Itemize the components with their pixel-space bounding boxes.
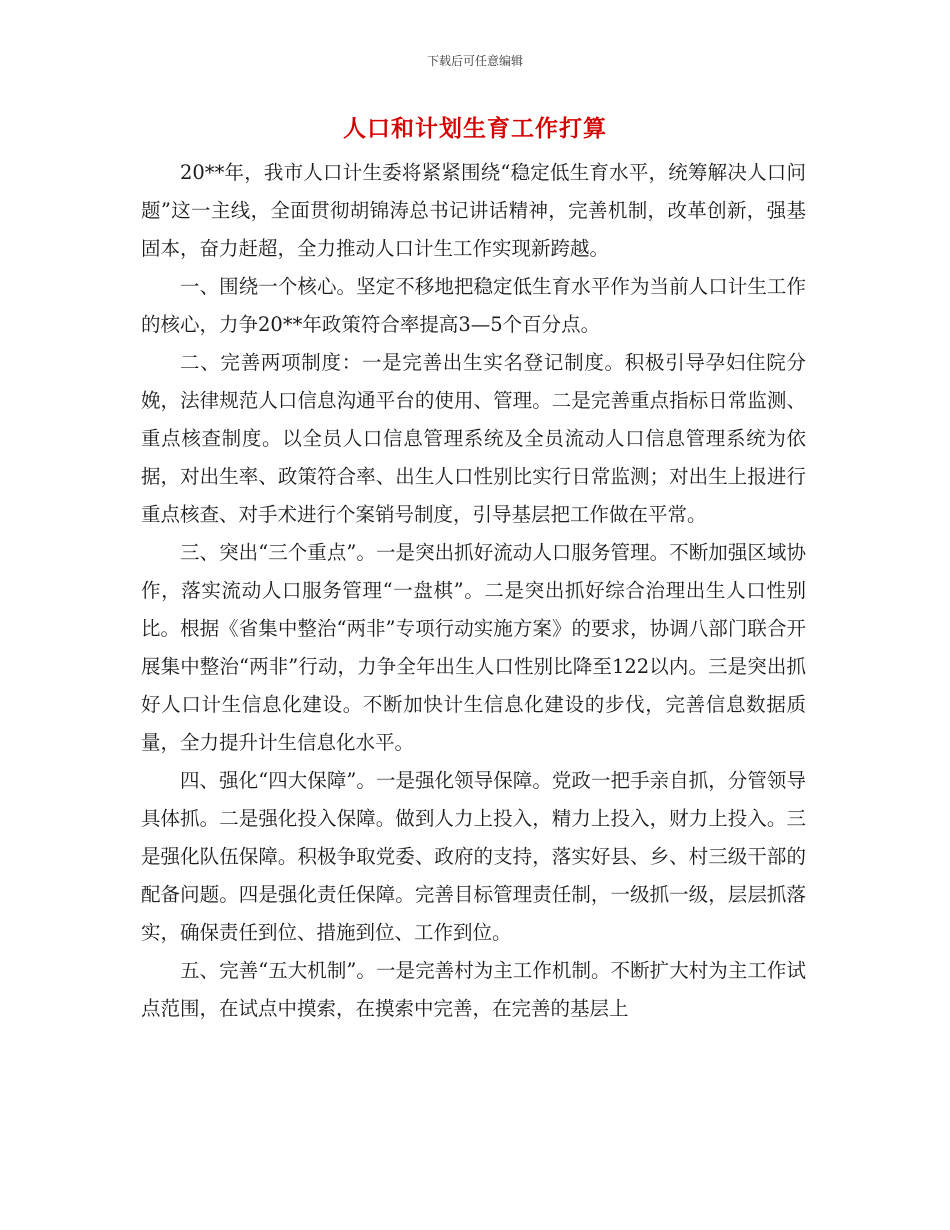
paragraph-section-1: 一、围绕一个核心。坚定不移地把稳定低生育水平作为当前人口计生工作的核心，力争20**年政策符合率提高3—5个百分点。: [141, 275, 806, 336]
paragraph-section-5: 五、完善“五大机制”。一是完善村为主工作机制。不断扩大村为主工作试点范围，在试点中摸索，在摸索中完善，在完善的基层上: [141, 959, 806, 1020]
document-title: 人口和计划生育工作打算: [343, 116, 607, 142]
paragraph-section-2: 二、完善两项制度：一是完善出生实名登记制度。积极引导孕妇住院分娩，法律规范人口信息沟通平台的使用、管理。二是完善重点指标日常监测、重点核查制度。以全员人口信息管理系统及全员流动人口信息管理系统为依据，对出生率、政策符合率、出生人口性别比实行日常监测；对出生上报进行重点核查、对手术进行个案销号制度，引导基层把工作做在平常。: [141, 351, 806, 526]
paragraph-section-4: 四、强化“四大保障”。一是强化领导保障。党政一把手亲自抓，分管领导具体抓。二是强化投入保障。做到人力上投入，精力上投入，财力上投入。三是强化队伍保障。积极争取党委、政府的支持，落实好县、乡、村三级干部的配备问题。四是强化责任保障。完善目标管理责任制，一级抓一级，层层抓落实，确保责任到位、措施到位、工作到位。: [141, 769, 806, 944]
paragraph-intro: 20**年，我市人口计生委将紧紧围绕“稳定低生育水平，统筹解决人口问题”这一主线，全面贯彻胡锦涛总书记讲话精神，完善机制，改革创新，强基固本，奋力赶超，全力推动人口计生工作实现新跨越。: [141, 161, 806, 260]
page-header-note: 下载后可任意编辑: [426, 54, 523, 68]
document-body: [141, 154, 806, 1028]
paragraph-section-3: 三、突出“三个重点”。一是突出抓好流动人口服务管理。不断加强区域协作，落实流动人口服务管理“一盘棋”。二是突出抓好综合治理出生人口性别比。根据《省集中整治“两非”专项行动实施方案》的要求，协调八部门联合开展集中整治“两非”行动，力争全年出生人口性别比降至122以内。三是突出抓好人口计生信息化建设。不断加快计生信息化建设的步伐，完善信息数据质量，全力提升计生信息化水平。: [141, 541, 806, 754]
